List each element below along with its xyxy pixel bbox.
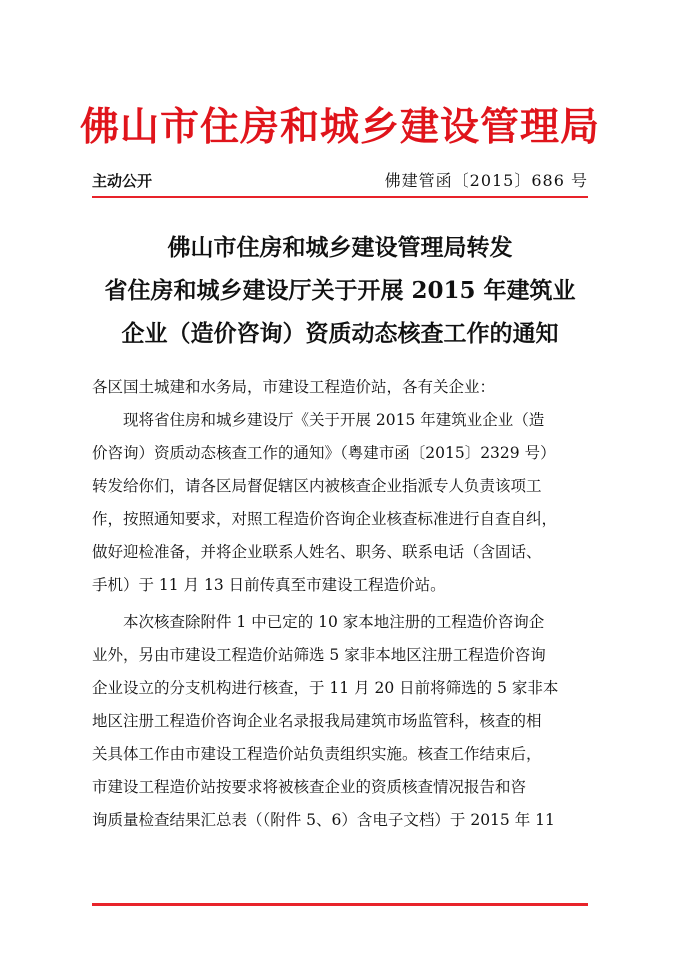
disclosure-label: 主动公开 [92,172,153,190]
document-title [0,226,680,355]
title-line: 省住房和城乡建设厅关于开展 2015 年建筑业 [104,277,576,304]
text-line: 现将省住房和城乡建设厅《关于开展 2015 年建筑业企业（造 [123,411,545,429]
header-title: 佛山市住房和城乡建设管理局 [79,104,600,150]
header-divider [92,196,588,198]
text-line: 本次核查除附件 1 中已定的 10 家本地注册的工程造价咨询企 [123,613,545,631]
text-line: 做好迎检准备，并将企业联系人姓名、职务、联系电话（含固话、 [92,543,542,561]
title-line: 佛山市住房和城乡建设管理局转发 [167,234,513,261]
text-line: 地区注册工程造价咨询企业名录报我局建筑市场监管科，核查的相 [92,712,542,730]
document-number: 佛建管函〔2015〕686 号 [384,171,588,190]
text-line: 市建设工程造价站按要求将被核查企业的资质核查情况报告和咨 [92,778,527,796]
meta-row [92,170,588,192]
text-line: 作，按照通知要求，对照工程造价咨询企业核查标准进行自查自纠， [92,510,558,528]
text-line: 企业设立的分支机构进行核查，于 11 月 20 日前将筛选的 5 家非本 [92,679,559,697]
paragraph-1 [92,404,590,602]
document-body [92,371,590,837]
paragraph-2 [92,606,590,837]
title-line: 企业（造价咨询）资质动态核查工作的通知 [121,320,559,347]
text-line: 转发给你们，请各区局督促辖区内被核查企业指派专人负责该项工 [92,477,542,495]
text-line: 关具体工作由市建设工程造价站负责组织实施。核查工作结束后， [92,745,542,763]
text-line: 询质量检查结果汇总表（（附件 5、6）含电子文档）于 2015 年 11 [92,811,555,829]
text-line: 价咨询）资质动态核查工作的通知》（粤建市函〔2015〕2329 号） [92,444,556,462]
text-line: 业外，另由市建设工程造价站筛选 5 家非本地区注册工程造价咨询 [92,646,546,664]
text-line: 手机）于 11 月 13 日前传真至市建设工程造价站。 [92,576,446,594]
footer-divider [92,903,588,906]
salutation: 各区国土城建和水务局，市建设工程造价站，各有关企业： [92,378,496,396]
